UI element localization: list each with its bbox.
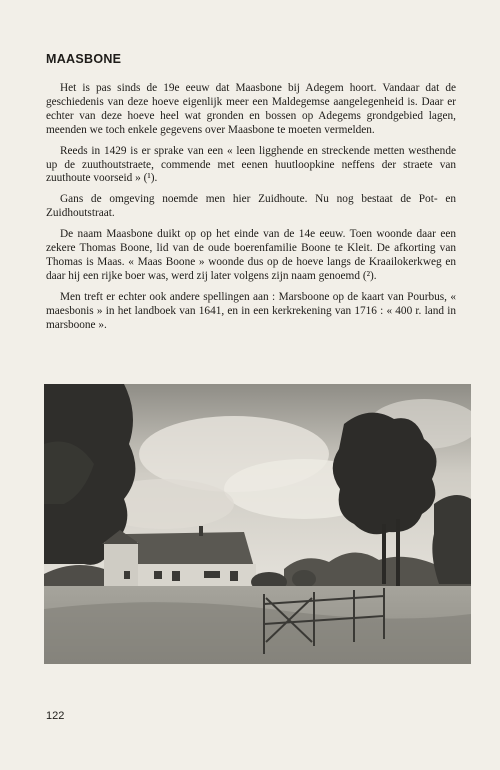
section-heading: MAASBONE <box>46 52 122 66</box>
paragraph: De naam Maasbone duikt op op het einde van de 14e eeuw. Toen woonde daar een zekere Thomas Boone, lid van de oude boerenfamilie Boone te Kleit. De afkorting van Thomas is Maas. « Maas Boone » woonde dus op de hoeve langs de Kraailokerkweg en daar hij een rijke boer was, werd zij later volgens zijn naam genoemd (²). <box>46 228 456 282</box>
body-text <box>46 82 456 340</box>
farmhouse-photo <box>44 384 471 664</box>
paragraph: Men treft er echter ook andere spellingen aan : Marsboone op de kaart van Pourbus, « maesbonis » in het landboek van 1641, en in een kerkrekening van 1716 : « 400 r. land in marsboone ». <box>46 290 456 331</box>
paragraph: Het is pas sinds de 19e eeuw dat Maasbone bij Adegem hoort. Vandaar dat de geschiedenis van deze hoeve eigenlijk meer een Maldegemse aangelegenheid is. Daar er echter van deze hoeve heel wat gronden en bossen op Adegems grondgebied lagen, meenden we toch enkele gegevens over Maasbone te moeten vermelden. <box>46 82 456 136</box>
paragraph: Gans de omgeving noemde men hier Zuidhoute. Nu nog bestaat de Pot- en Zuidhoutstraat. <box>46 193 456 220</box>
paragraph: Reeds in 1429 is er sprake van een « leen ligghende en streckende metten westhende up de zuuthoutstraete, commende met eenen huutloopkine neffens der straete van zuuthoute voorseid » (¹). <box>46 144 456 185</box>
farmhouse-photo-illustration <box>44 384 471 664</box>
page-number: 122 <box>46 710 65 722</box>
